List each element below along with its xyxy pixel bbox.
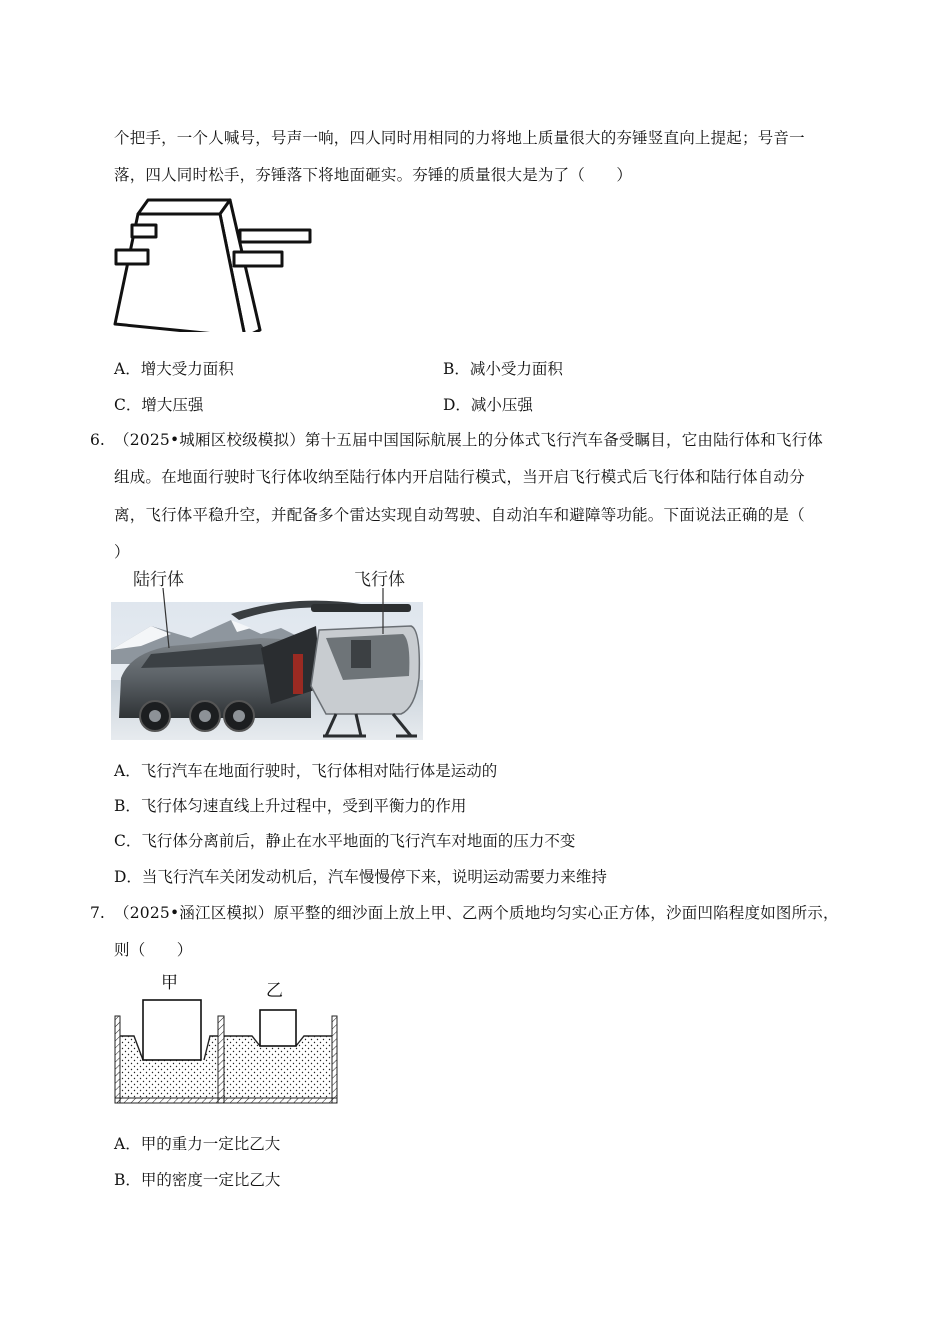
q6-stem-line-4: ） <box>114 543 130 561</box>
q7-label-jia: 甲 <box>161 973 178 993</box>
q5-option-d[interactable]: D．减小压强 <box>443 396 533 414</box>
q7-option-b[interactable]: B．甲的密度一定比乙大 <box>114 1171 281 1189</box>
q6-option-d[interactable]: D．当飞行汽车关闭发动机后，汽车慢慢停下来，说明运动需要力来维持 <box>114 868 607 886</box>
q6-label-air-body: 飞行体 <box>354 570 405 590</box>
q6-flying-car-photo <box>111 568 423 740</box>
q7-sand-figure <box>112 966 344 1104</box>
q6-label-land-body: 陆行体 <box>133 570 184 590</box>
q5-option-c[interactable]: C．增大压强 <box>114 396 204 414</box>
q6-stem-line-2: 组成。在地面行驶时飞行体收纳至陆行体内开启陆行模式，当开启飞行模式后飞行体和陆行体自动分 <box>114 468 805 486</box>
q5-rammer-figure <box>110 192 320 332</box>
q6-option-c[interactable]: C．飞行体分离前后，静止在水平地面的飞行汽车对地面的压力不变 <box>114 832 576 850</box>
q7-number: 7. <box>90 904 105 922</box>
q5-stem-line-1: 个把手，一个人喊号，号声一响，四人同时用相同的力将地上质量很大的夯锤竖直向上提起；号音一 <box>114 129 805 147</box>
q5-option-a[interactable]: A．增大受力面积 <box>114 360 234 378</box>
q7-stem-line-1: （2025•涵江区模拟）原平整的细沙面上放上甲、乙两个质地均匀实心正方体，沙面凹陷程度如图所示， <box>114 904 839 922</box>
q7-label-yi: 乙 <box>266 981 283 1001</box>
q5-stem-line-2: 落，四人同时松手，夯锤落下将地面砸实。夯锤的质量很大是为了（ ） <box>114 166 633 184</box>
q6-stem-line-1: （2025•城厢区校级模拟）第十五届中国国际航展上的分体式飞行汽车备受瞩目，它由陆行体和飞行体 <box>114 431 823 449</box>
q6-number: 6. <box>90 431 105 449</box>
q6-option-a[interactable]: A．飞行汽车在地面行驶时，飞行体相对陆行体是运动的 <box>114 762 498 780</box>
q6-option-b[interactable]: B．飞行体匀速直线上升过程中，受到平衡力的作用 <box>114 797 467 815</box>
q7-stem-line-2: 则（ ） <box>114 941 193 959</box>
q7-option-a[interactable]: A．甲的重力一定比乙大 <box>114 1135 281 1153</box>
q6-stem-line-3: 离，飞行体平稳升空，并配备多个雷达实现自动驾驶、自动泊车和避障等功能。下面说法正确的是（ <box>114 506 805 524</box>
q5-option-b[interactable]: B．减小受力面积 <box>443 360 563 378</box>
